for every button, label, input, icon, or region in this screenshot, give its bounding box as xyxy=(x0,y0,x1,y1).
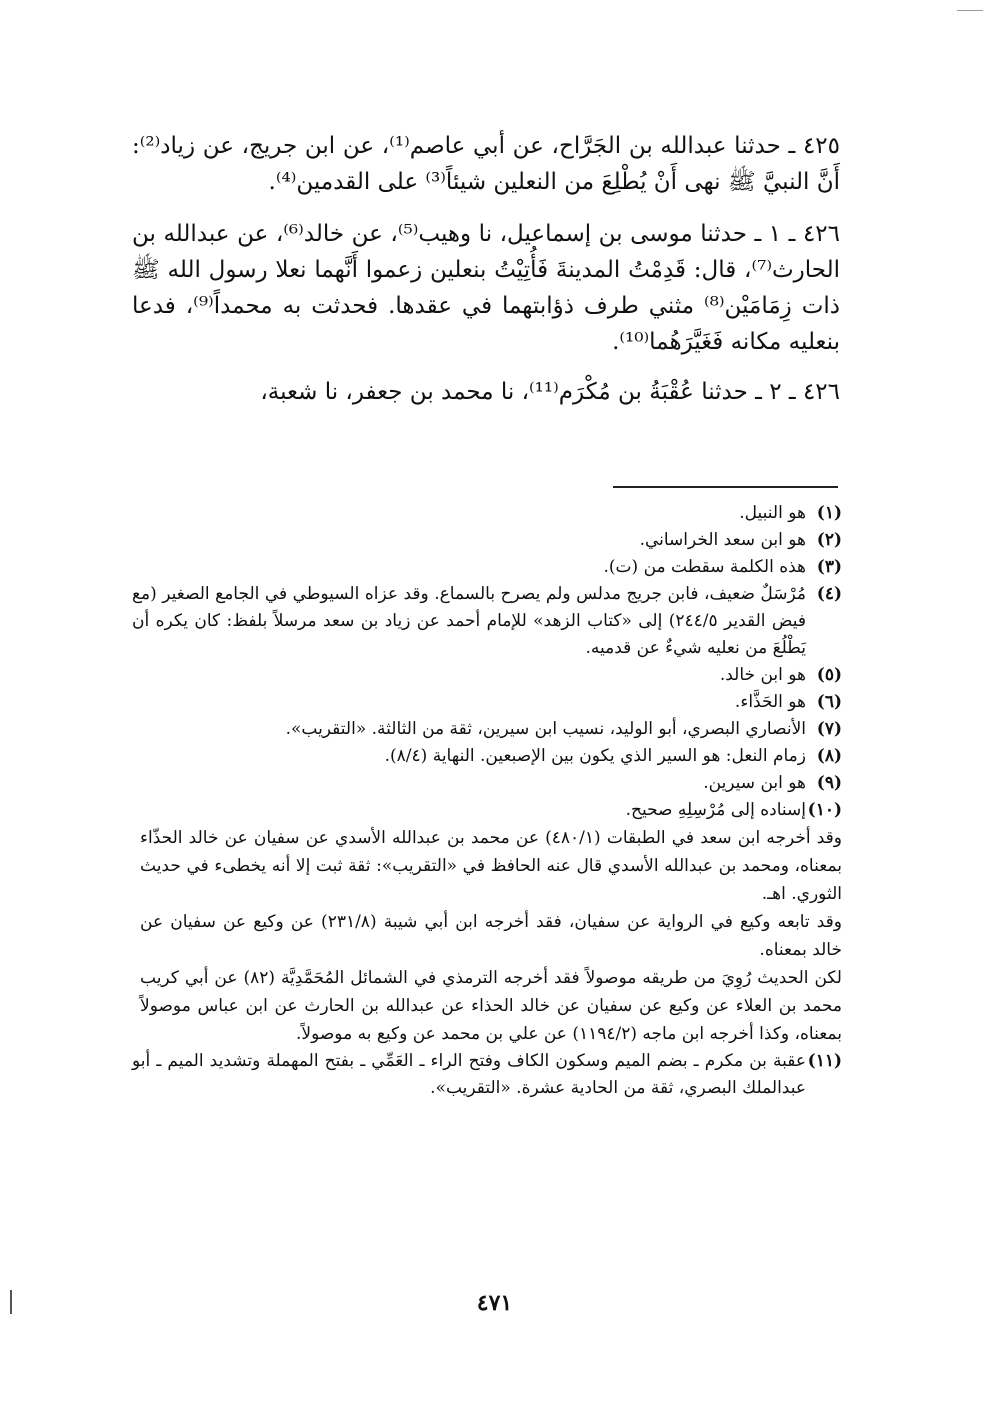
hadith-426-2: ٤٢٦ ـ ٢ ـ حدثنا عُقْبَةُ بن مُكْرَم⁽¹¹⁾، نا محمد بن جعفر، نا شعبة، xyxy=(260,379,840,405)
footnote-text: إسناده إلى مُرْسِلِهِ صحيح. xyxy=(625,800,806,820)
footnote-3 xyxy=(132,554,842,581)
footnote-1 xyxy=(132,500,842,527)
scan-mark xyxy=(957,10,983,11)
footnote-10-paragraph: وقد تابعه وكيع في الرواية عن سفيان، فقد أخرجه ابن أبي شيبة (٢٣١/٨) عن وكيع عن سفيان عن خالد بمعناه. xyxy=(140,912,842,960)
footnote-number: (٧) xyxy=(816,719,842,739)
footnote-5 xyxy=(132,662,842,689)
footnote-number: (٢) xyxy=(816,530,842,550)
footnote-number: (٦) xyxy=(816,692,842,712)
footnote-text: مُرْسَلٌ ضعيف، فابن جريج مدلس ولم يصرح بالسماع. وقد عزاه السيوطي في الجامع الصغير (مع فيض القدير ٢٤٤/٥) إلى «كتاب الزهد» للإمام أحمد عن زياد بن سعد مرسلاً بلفظ: كان يكره أن يَطْلُعَ من نعليه شيءٌ عن قدميه. xyxy=(132,584,806,658)
footnote-text: هو النبيل. xyxy=(739,503,806,523)
footnote-separator xyxy=(613,486,838,488)
main-text xyxy=(132,128,840,422)
footnote-9 xyxy=(132,770,842,797)
footnote-number: (٩) xyxy=(816,773,842,793)
footnote-10-paragraph: وقد أخرجه ابن سعد في الطبقات (٤٨٠/١) عن محمد بن عبدالله الأسدي عن سفيان عن خالد الحذّاء بمعناه، ومحمد بن عبدالله الأسدي قال عنه الحافظ في «التقريب»: ثقة ثبت إلا أنه يخطىء في حديث الثوري. اهـ. xyxy=(140,828,842,904)
footnote-number: (٨) xyxy=(816,746,842,766)
footnote-10-paragraph: لكن الحديث رُوِيَ من طريقه موصولاً فقد أخرجه الترمذي في الشمائل المُحَمَّدِيَّة (٨٢) عن أبي كريب محمد بن العلاء عن وكيع عن سفيان عن خالد الحذاء عن عبدالله بن الحارث عن ابن عباس موصولاً بمعناه، وكذا أخرجه ابن ماجه (١١٩٤/٢) عن علي بن محمد عن وكيع به موصولاً. xyxy=(140,968,842,1044)
footnote-number: (٥) xyxy=(816,665,842,685)
hadith-426-1: ٤٢٦ ـ ١ ـ حدثنا موسى بن إسماعيل، نا وهيب⁽⁵⁾، عن خالد⁽⁶⁾، عن عبدالله بن الحارث⁽⁷⁾، قال: قَدِمْتُ المدينةَ فَأُتِيْتُ بنعلين زعموا أَنَّهما نعلا رسول الله ﷺ ذات زِمَامَيْن⁽⁸⁾ مثني طرف ذؤابتهما في عقدها. فحدثت به محمداً⁽⁹⁾، فدعا بنعليه مكانه فَغَيَّرَهُما⁽¹⁰⁾. xyxy=(132,221,840,355)
footnote-11 xyxy=(132,1048,842,1102)
footnote-4 xyxy=(132,581,842,662)
footnote-6 xyxy=(132,689,842,716)
page-number: ٤٧١ xyxy=(476,1290,513,1316)
footnotes xyxy=(132,500,842,1102)
footnote-10 xyxy=(132,797,842,824)
footnote-number: (٤) xyxy=(816,584,842,604)
footnote-text: هو ابن خالد. xyxy=(719,665,806,685)
footnote-text: الأنصاري البصري، أبو الوليد، نسيب ابن سيرين، ثقة من الثالثة. «التقريب». xyxy=(285,719,806,739)
footnote-text: زمام النعل: هو السير الذي يكون بين الإصبعين. النهاية (٨/٤). xyxy=(384,746,806,766)
footnote-number: (١١) xyxy=(807,1051,842,1071)
footnote-text: هو الحَذَّاء. xyxy=(734,692,806,712)
footnote-number: (١٠) xyxy=(807,800,842,820)
footnote-7 xyxy=(132,716,842,743)
footnote-text: عقبة بن مكرم ـ بضم الميم وسكون الكاف وفتح الراء ـ العَمِّي ـ بفتح المهملة وتشديد الميم ـ أبو عبدالملك البصري، ثقة من الحادية عشرة. «التقريب». xyxy=(132,1051,806,1098)
footnote-2 xyxy=(132,527,842,554)
footnote-text: هذه الكلمة سقطت من (ت). xyxy=(603,557,806,577)
hadith-425: ٤٢٥ ـ حدثنا عبدالله بن الجَرَّاح، عن أبي عاصم⁽¹⁾، عن ابن جريج، عن زياد⁽²⁾: أَنَّ النبيَّ ﷺ نهى أَنْ يُطْلِعَ من النعلين شيئاً⁽³⁾ على القدمين⁽⁴⁾. xyxy=(132,133,840,195)
footnote-8 xyxy=(132,743,842,770)
footnote-text: هو ابن سعد الخراساني. xyxy=(639,530,806,550)
footnote-number: (١) xyxy=(816,503,842,523)
footnote-number: (٣) xyxy=(816,557,842,577)
footnote-text: هو ابن سيرين. xyxy=(703,773,806,793)
